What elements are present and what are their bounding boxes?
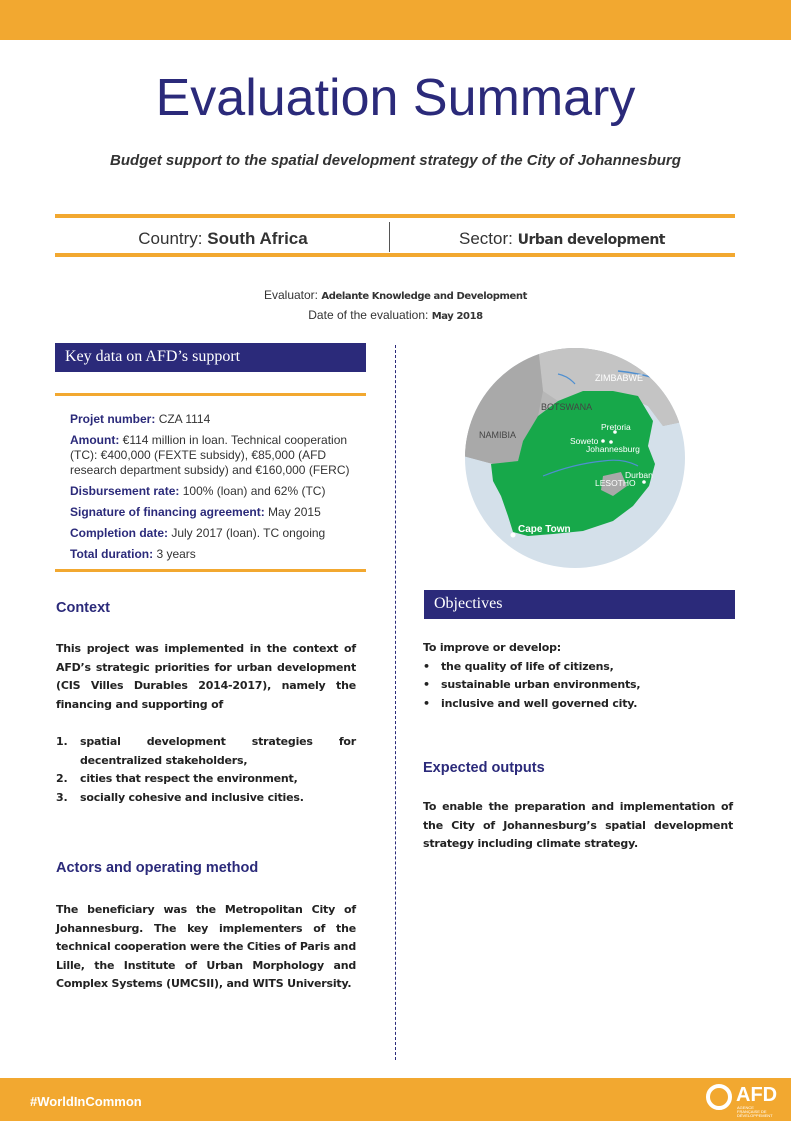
key-data-heading: Key data on AFD’s support: [55, 343, 366, 372]
completion-label: Completion date:: [70, 526, 168, 540]
context-intro-2: (CIS Villes Durables 2014-2017), namely the financing and supporting of: [56, 679, 356, 711]
duration-value: 3 years: [156, 547, 196, 561]
actors-body: [56, 901, 356, 994]
objectives-body: [423, 639, 733, 713]
context-intro-1: This project was implemented in the context of AFD’s strategic priorities for: [56, 642, 356, 674]
actors-bold-2: The key implementers of the technical cooperation: [56, 921, 356, 953]
divider-top: [55, 214, 735, 218]
evaluation-date-label: Date of the evaluation:: [308, 308, 429, 322]
context-list-item: 1. spatial development strategies for decentralized stakeholders,: [56, 735, 356, 767]
amount-value: €114 million in loan. Technical cooperation (TC): €400,000 (FEXTE subsidy), €85,000 (AFD research department subsidy) and €160,000 (FERC): [70, 433, 350, 477]
divider-bottom: [55, 253, 735, 257]
country-value: South Africa: [207, 229, 308, 248]
outputs-text-2: including climate strategy.: [473, 837, 639, 850]
map-label-lesotho: LESOTHO: [595, 478, 636, 488]
outputs-body: [423, 798, 733, 854]
context-intro-bold: urban development: [236, 660, 356, 674]
signature-row: [70, 505, 360, 520]
sector-value: Urban development: [517, 232, 665, 248]
country-field: [56, 229, 390, 249]
duration-label: Total duration:: [70, 547, 154, 561]
objectives-intro: To improve or develop:: [423, 641, 561, 654]
objectives-item: • sustainable urban environments,: [423, 678, 641, 691]
map-label-zimbabwe: ZIMBABWE: [595, 373, 644, 383]
objectives-heading: Objectives: [424, 590, 735, 619]
objectives-item: • inclusive and well governed city.: [423, 696, 638, 710]
evaluation-date-value: May 2018: [431, 311, 483, 322]
context-list: [56, 733, 356, 807]
project-number-label: Projet number:: [70, 412, 156, 426]
outputs-heading: Expected outputs: [423, 760, 545, 776]
actors-text-2: were the Cities of Paris and Lille, the Institute of Urban Morphology and Complex Systems (UMCSII), and WITS University.: [56, 940, 356, 990]
key-data-divider-top: [55, 393, 366, 396]
context-body: [56, 640, 356, 714]
map-label-johannesburg: Johannesburg: [586, 444, 640, 454]
page-title: Evaluation Summary: [155, 69, 636, 127]
country-label: Country:: [138, 229, 203, 248]
disbursement-row: [70, 484, 360, 499]
amount-label: Amount:: [70, 433, 120, 447]
actors-text-1: was the Metropolitan City of Johannesburg.: [56, 903, 356, 935]
afd-logo: [706, 1082, 776, 1118]
south-africa-map: [463, 346, 687, 570]
disbursement-value: 100% (loan) and 62% (TC): [182, 484, 326, 498]
afd-logo-ring-icon: [706, 1084, 732, 1110]
actors-bold-1: The beneficiary: [56, 903, 155, 916]
evaluator-value: Adelante Knowledge and Development: [321, 291, 527, 302]
signature-value: May 2015: [268, 505, 321, 519]
context-list-item: 3. socially cohesive and inclusive cities.: [56, 790, 304, 804]
context-heading: Context: [56, 600, 110, 616]
key-data-divider-bottom: [55, 569, 366, 572]
objectives-item: • the quality of life of citizens,: [423, 659, 614, 673]
signature-label: Signature of financing agreement:: [70, 505, 265, 519]
map-label-cape-town: Cape Town: [518, 524, 571, 535]
top-accent-bar: [0, 0, 791, 40]
map-label-durban: Durban: [625, 470, 653, 480]
hashtag-link[interactable]: #WorldInCommon: [30, 1094, 142, 1109]
project-number-row: [70, 412, 360, 427]
map-label-soweto: Soweto: [570, 436, 599, 446]
completion-row: [70, 526, 360, 541]
context-list-item: 2. cities that respect the environment,: [56, 772, 298, 785]
column-separator: [395, 345, 396, 1060]
actors-heading: Actors and operating method: [56, 860, 259, 876]
map-label-namibia: NAMIBIA: [479, 430, 517, 440]
sector-label: Sector:: [459, 229, 513, 248]
evaluator-label: Evaluator:: [263, 288, 319, 302]
amount-row: [70, 433, 360, 478]
map-label-botswana: BOTSWANA: [541, 402, 593, 412]
outputs-bold: spatial development strategy: [423, 818, 734, 850]
map-graphic: [463, 346, 687, 570]
disbursement-label: Disbursement rate:: [70, 484, 180, 498]
sector-field: [390, 229, 734, 249]
completion-value: July 2017 (loan). TC ongoing: [171, 526, 326, 540]
afd-logo-subtext: AGENCE FRANÇAISE DE DÉVELOPPEMENT: [737, 1105, 773, 1118]
project-number-value: CZA 1114: [158, 412, 211, 426]
afd-logo-text: AFD: [736, 1084, 778, 1106]
page-subtitle: Budget support to the spatial development strategy of the City of Johannesburg: [110, 152, 681, 169]
evaluator-block: [0, 286, 791, 326]
duration-row: [70, 547, 360, 562]
key-data-list: [70, 412, 360, 568]
outputs-text-1: To enable the preparation and implementation of the City of Johannesburg’s: [423, 800, 733, 832]
map-label-pretoria: Pretoria: [601, 422, 631, 432]
